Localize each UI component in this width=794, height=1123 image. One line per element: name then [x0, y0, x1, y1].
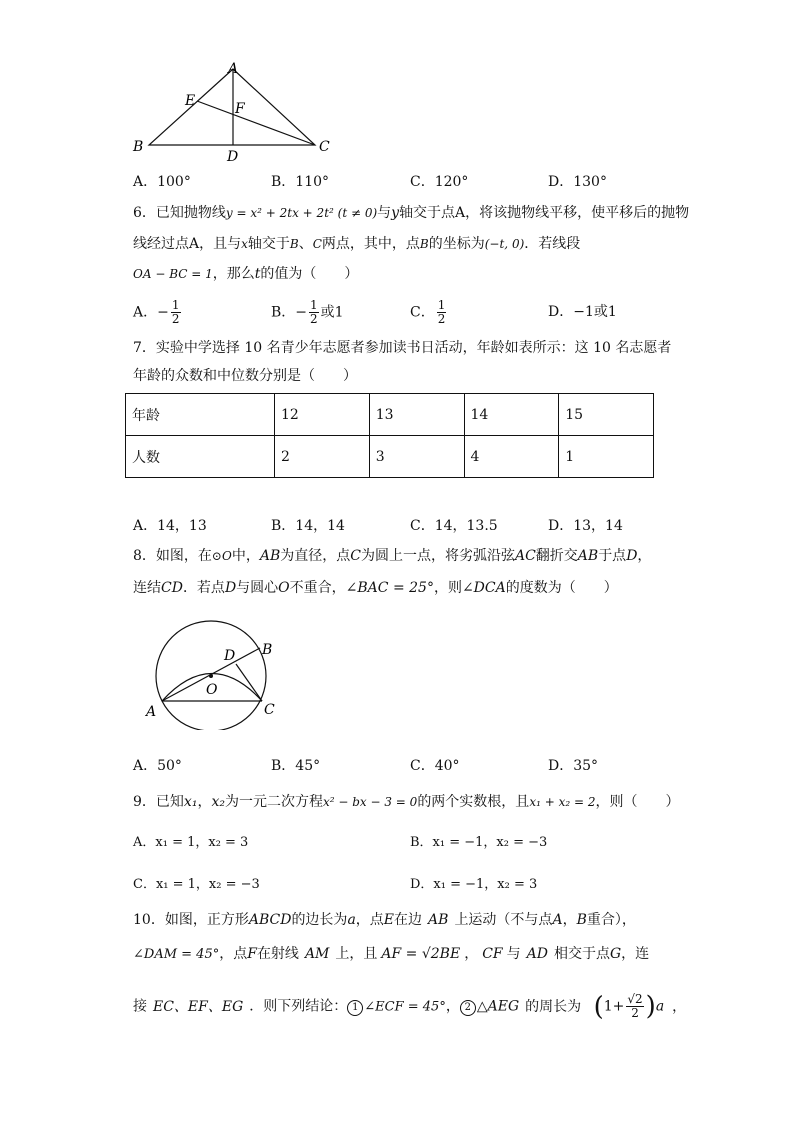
- label-a: A: [228, 61, 239, 77]
- table-cell: 2: [275, 436, 370, 478]
- q10-line-2: ∠DAM = 45°，点F在射线 AM 上，且 AF = √2BE ， CF 与 AD 相交于点G，连: [133, 946, 650, 962]
- age-table: [125, 393, 654, 478]
- q9-option-d: D．x₁ = −1，x₂ = 3: [410, 877, 538, 892]
- table-cell: 人数: [126, 436, 275, 478]
- table-cell: 14: [464, 394, 559, 436]
- label-b: B: [133, 139, 144, 155]
- q8-option-c: C．40°: [410, 758, 460, 774]
- q8-option-b: B．45°: [271, 758, 321, 774]
- q8-line-2: 连结CD．若点D与圆心O不重合，∠BAC = 25°，则∠DCA的度数为（ ）: [133, 580, 618, 596]
- q9-option-a: A．x₁ = 1，x₂ = 3: [133, 835, 249, 850]
- q7-option-b: B．14，14: [271, 518, 345, 534]
- circled-2-icon: 2: [460, 1000, 476, 1016]
- q7-option-c: C．14，13.5: [410, 518, 498, 534]
- table-cell: 12: [275, 394, 370, 436]
- q10-line-1: 10．如图，正方形ABCD的边长为a，点E在边 AB 上运动（不与点A，B重合），: [133, 912, 636, 928]
- segment-ec: [197, 101, 315, 145]
- center-dot: [209, 674, 213, 678]
- q5-option-c: C．120°: [410, 174, 469, 190]
- q6-line-2: 线经过点A，且与x轴交于B、C两点，其中，点B的坐标为(−t, 0)．若线段: [133, 236, 581, 252]
- q8-option-a: A．50°: [133, 758, 182, 774]
- q10-line-3: 接 EC、EF、EG ．则下列结论： 1 ∠ECF = 45°， 2 △AEG 的周长为 (1+ $\frac{√2}{2}$ )a ，: [133, 991, 687, 1022]
- q7-option-d: D．13，14: [548, 518, 623, 534]
- table-cell: 1: [559, 436, 654, 478]
- table-row: [126, 436, 654, 478]
- triangle-abc: [149, 69, 315, 145]
- label-o: O: [206, 682, 218, 698]
- label-f: F: [235, 101, 245, 117]
- label-d: D: [227, 149, 239, 165]
- q5-option-b: B．110°: [271, 174, 330, 190]
- table-row: [126, 394, 654, 436]
- q8-line-1: 8．如图，在⊙O中，AB为直径，点C为圆上一点，将劣弧沿弦AC翻折交AB于点D，: [133, 548, 652, 564]
- table-cell: 13: [369, 394, 464, 436]
- circle-figure: [140, 618, 290, 730]
- table-cell: 4: [464, 436, 559, 478]
- q7-line-2: 年龄的众数和中位数分别是（ ）: [133, 368, 357, 384]
- q6-option-a: A．− $\frac{1}{2}$: [133, 298, 180, 326]
- triangle-figure: [125, 55, 345, 170]
- q6-option-c: C． $\frac{1}{2}$: [410, 298, 446, 326]
- q8-option-d: D．35°: [548, 758, 599, 774]
- q7-option-a: A．14，13: [133, 518, 207, 534]
- label-c: C: [264, 702, 275, 718]
- q6-line-1: 6．已知抛物线y = x² + 2tx + 2t² (t ≠ 0)与y轴交于点A，将该抛物线平移，使平移后的抛物: [133, 205, 690, 221]
- circled-1-icon: 1: [347, 1000, 363, 1016]
- label-e: E: [185, 93, 196, 109]
- q6-option-d: D．−1或1: [548, 304, 617, 320]
- q5-option-d: D．130°: [548, 174, 607, 190]
- q9-option-b: B．x₁ = −1，x₂ = −3: [410, 835, 548, 850]
- q5-option-a: A．100°: [133, 174, 191, 190]
- q6-option-b: B．− $\frac{1}{2}$ 或1: [271, 298, 344, 326]
- label-b: B: [262, 642, 273, 658]
- table-cell: 3: [369, 436, 464, 478]
- q9-option-c: C．x₁ = 1，x₂ = −3: [133, 877, 260, 892]
- q6-line-3: OA − BC = 1，那么t的值为（ ）: [133, 266, 359, 282]
- q7-line-1: 7．实验中学选择 10 名青少年志愿者参加读书日活动，年龄如表所示：这 10 名志愿者: [133, 340, 672, 356]
- table-cell: 年龄: [126, 394, 275, 436]
- q9-stem: 9．已知x₁，x₂为一元二次方程x² − bx − 3 = 0的两个实数根，且x₁ + x₂ = 2，则（ ）: [133, 794, 680, 810]
- label-d: D: [224, 648, 236, 664]
- table-cell: 15: [559, 394, 654, 436]
- label-c: C: [319, 139, 330, 155]
- label-a: A: [146, 704, 157, 720]
